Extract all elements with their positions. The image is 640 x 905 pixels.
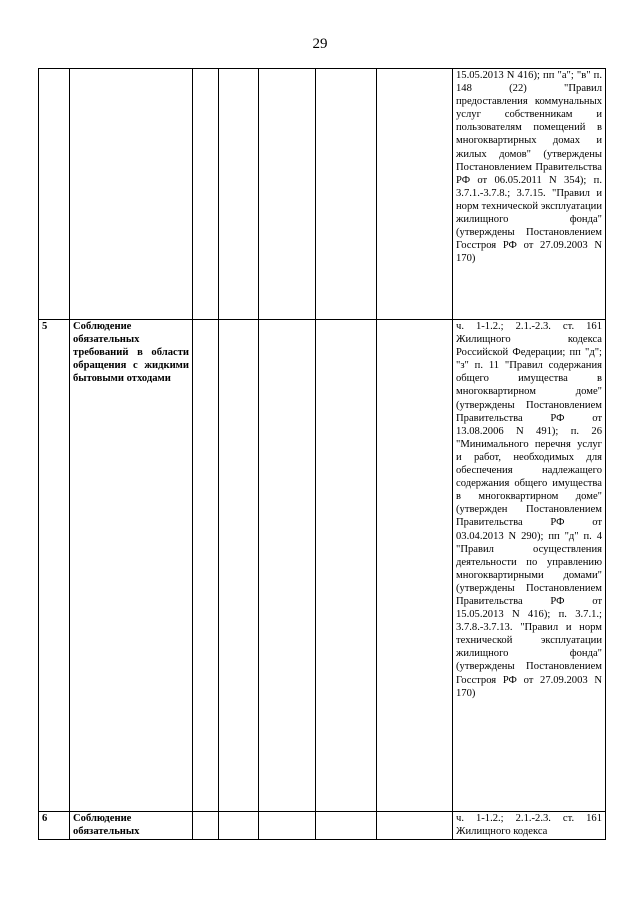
empty-cell — [193, 320, 219, 812]
legal-reference: 15.05.2013 N 416); пп "а"; "в" п. 148 (22) "Правил предоставления коммунальных услуг собственникам и пользователям помещений в многоквартирных домах и жилых домов" (утверждены Постановлением Правительства РФ от 06.05.2011 N 354); п. 3.7.1.-3.7.8.; 3.7.15. "Правил и норм технической эксплуатации жилищного фонда" (утверждены Постановлением Госстроя РФ от 27.09.2003 N 170) — [453, 69, 606, 320]
empty-cell — [219, 812, 259, 840]
empty-cell — [193, 69, 219, 320]
empty-cell — [259, 320, 316, 812]
empty-cell — [377, 320, 453, 812]
empty-cell — [316, 320, 377, 812]
page-number: 29 — [312, 36, 328, 52]
requirements-table — [38, 68, 606, 840]
row-number: 5 — [39, 320, 70, 812]
row-number: 6 — [39, 812, 70, 840]
row-number — [39, 69, 70, 320]
requirement-name: Соблюдение обязательных — [70, 812, 193, 840]
empty-cell — [377, 69, 453, 320]
empty-cell — [259, 812, 316, 840]
empty-cell — [193, 812, 219, 840]
legal-reference: ч. 1-1.2.; 2.1.-2.3. ст. 161 Жилищного кодекса Российской Федерации; пп "д"; "з" п. 11 "Правил содержания общего имущества в многоквартирном доме" (утверждены Постановлением Правительства РФ от 13.08.2006 N 491); п. 26 "Минимального перечня услуг и работ, необходимых для обеспечения надлежащего содержания общего имущества в многоквартирном доме" (утвержден Постановлением Правительства РФ от 03.04.2013 N 290); пп "д" п. 4 "Правил осуществления деятельности по управлению многоквартирными домами" (утверждены Постановлением Правительства РФ от 15.05.2013 N 416); п. 3.7.1.; 3.7.8.-3.7.13. "Правил и норм технической эксплуатации жилищного фонда" (утверждены Постановлением Госстроя РФ от 27.09.2003 N 170) — [453, 320, 606, 812]
legal-reference: ч. 1-1.2.; 2.1.-2.3. ст. 161 Жилищного кодекса — [453, 812, 606, 840]
empty-cell — [219, 320, 259, 812]
empty-cell — [259, 69, 316, 320]
empty-cell — [219, 69, 259, 320]
empty-cell — [316, 812, 377, 840]
requirement-name: Соблюдение обязательных требований в области обращения с жидкими бытовыми отходами — [70, 320, 193, 812]
table-row — [39, 69, 606, 320]
table-row — [39, 812, 606, 840]
requirement-name — [70, 69, 193, 320]
empty-cell — [316, 69, 377, 320]
empty-cell — [377, 812, 453, 840]
table-row — [39, 320, 606, 812]
